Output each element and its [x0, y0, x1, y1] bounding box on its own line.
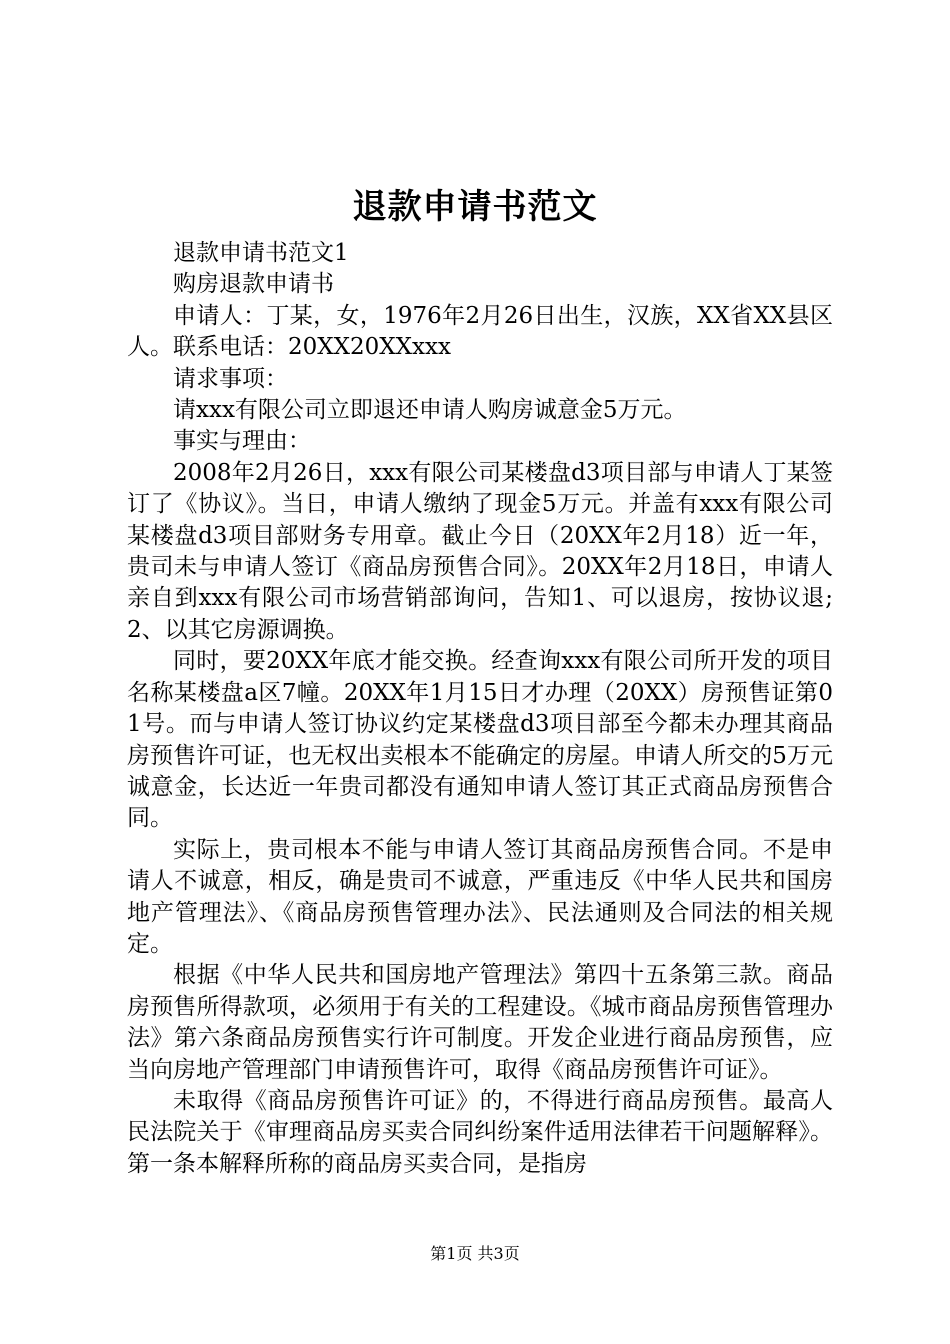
paragraph-request: 请xxx有限公司立即退还申请人购房诚意金5万元。	[173, 397, 687, 424]
paragraph-subheading: 购房退款申请书	[173, 271, 334, 298]
paragraph-facts-3: 实际上，贵司根本不能与申请人签订其商品房预售合同。不是申请人不诚意，相反，确是贵司不诚意，严重违反《中华人民共和国房地产管理法》、《商品房预售管理办法》、民法通则及合同法的相关规定。	[127, 836, 833, 957]
paragraph-legal-basis-2: 未取得《商品房预售许可证》的，不得进行商品房预售。最高人民法院关于《审理商品房买卖合同纠纷案件适用法律若干问题解释》。第一条本解释所称的商品房买卖合同，是指房	[127, 1087, 833, 1177]
paragraph-applicant: 申请人：丁某，女，1976年2月26日出生，汉族，XX省XX县区人。联系电话：20XX20XXxxx	[127, 302, 833, 361]
paragraph-facts-1: 2008年2月26日，xxx有限公司某楼盘d3项目部与申请人丁某签订了《协议》。当日，申请人缴纳了现金5万元。并盖有xxx有限公司某楼盘d3项目部财务专用章。截止今日（20XX年2月18）近一年，贵司未与申请人签订《商品房预售合同》。20XX年2月18日，申请人亲自到xxx有限公司市场营销部询问，告知1、可以退房，按协议退;2、以其它房源调换。	[127, 459, 833, 643]
paragraph-facts-2: 同时，要20XX年底才能交换。经查询xxx有限公司所开发的项目名称某楼盘a区7幢。20XX年1月15日才办理（20XX）房预售证第01号。而与申请人签订协议约定某楼盘d3项目部至今都未办理其商品房预售许可证，也无权出卖根本不能确定的房屋。申请人所交的5万元诚意金，长达近一年贵司都没有通知申请人签订其正式商品房预售合同。	[127, 648, 833, 832]
paragraph-legal-basis: 根据《中华人民共和国房地产管理法》第四十五条第三款。商品房预售所得款项，必须用于有关的工程建设。《城市商品房预售管理办法》第六条商品房预售实行许可制度。开发企业进行商品房预售，应当向房地产管理部门申请预售许可，取得《商品房预售许可证》。	[127, 962, 833, 1083]
paragraph-facts-label: 事实与理由：	[173, 428, 311, 455]
paragraph-heading-1: 退款申请书范文1	[173, 240, 349, 266]
paragraph-request-label: 请求事项：	[173, 365, 288, 392]
page-footer: 第1页 共3页	[430, 1244, 520, 1263]
document-title: 退款申请书范文	[352, 187, 598, 227]
document-body	[127, 238, 833, 1180]
